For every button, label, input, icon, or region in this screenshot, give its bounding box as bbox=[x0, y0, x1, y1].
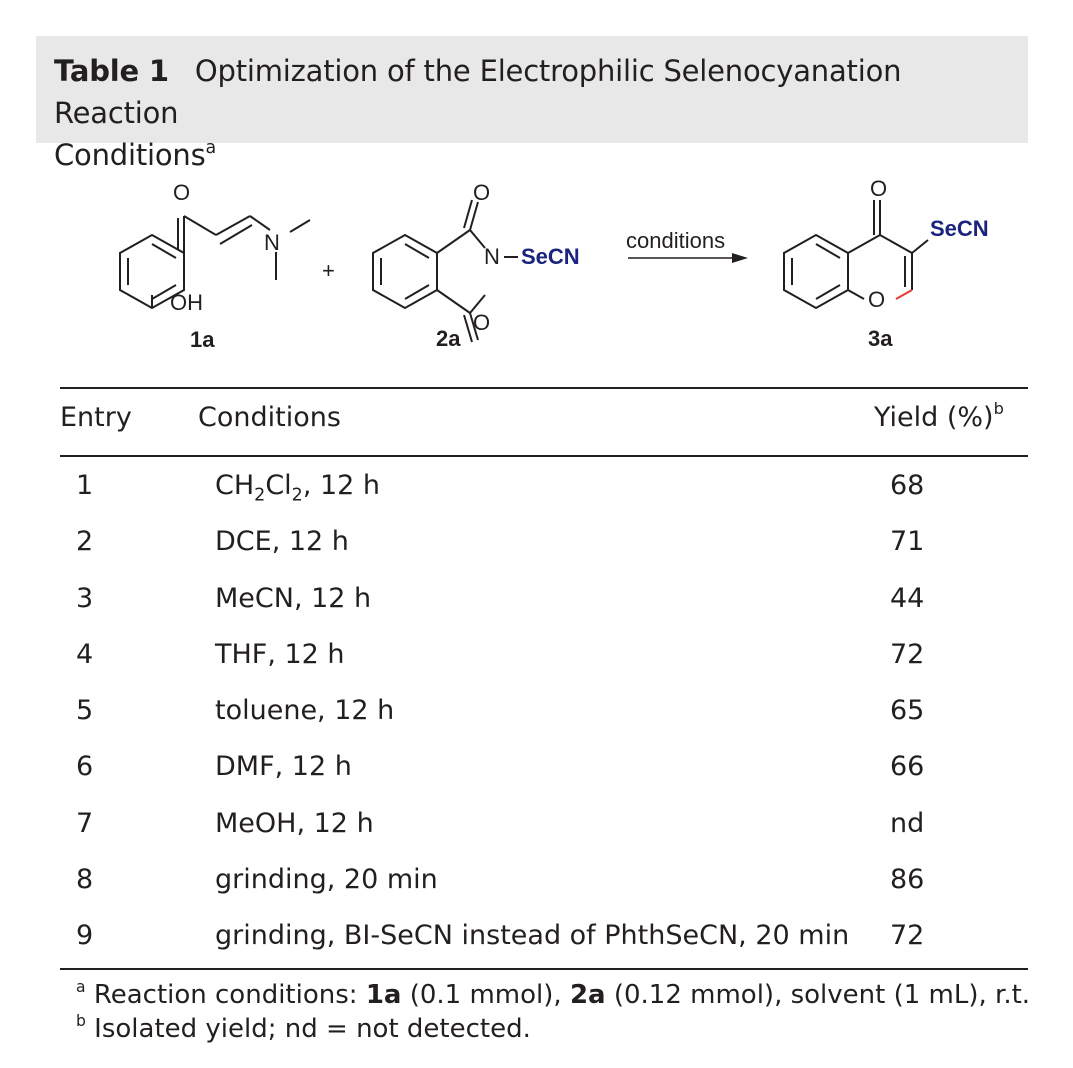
table-label: Table 1 bbox=[54, 54, 169, 88]
header-yield: Yield (%)$^b$ bbox=[874, 399, 1004, 433]
highlighted-bond bbox=[896, 290, 912, 299]
table-row bbox=[60, 466, 1028, 522]
conditions-cell: MeOH, 12 h bbox=[215, 807, 374, 839]
table-row bbox=[60, 691, 1028, 747]
reactant-2a-label: 2a bbox=[436, 326, 461, 351]
conditions-cell: grinding, 20 min bbox=[215, 864, 438, 896]
atom-O-3a-ring: O bbox=[868, 287, 886, 312]
yield-cell: 66 bbox=[890, 751, 925, 783]
yield-cell: 44 bbox=[890, 582, 925, 614]
yield-cell: nd bbox=[890, 807, 925, 839]
yield-cell: 71 bbox=[890, 526, 925, 558]
arrow-label: conditions bbox=[626, 228, 726, 253]
table-top-rule bbox=[60, 387, 1028, 389]
conditions-cell: $CH_2Cl_2$, 12 h bbox=[215, 470, 381, 506]
conditions-cell: DMF, 12 h bbox=[215, 751, 352, 783]
table-row bbox=[60, 522, 1028, 578]
product-3a-label: 3a bbox=[868, 326, 893, 351]
atom-N-2a: N bbox=[484, 244, 500, 269]
entry-cell: 9 bbox=[76, 920, 94, 952]
entry-cell: 3 bbox=[76, 582, 94, 614]
yield-cell: 86 bbox=[890, 864, 925, 896]
table-title-continued: Conditions bbox=[54, 138, 206, 172]
entry-cell: 5 bbox=[76, 695, 94, 727]
table-row bbox=[60, 916, 1028, 972]
conditions-cell: grinding, BI-SeCN instead of PhthSeCN, 20 min bbox=[215, 920, 850, 952]
atom-O-1a: O bbox=[173, 180, 191, 205]
footnote-a: $^a$ Reaction conditions: 1a (0.1 mmol), 2a (0.12 mmol), solvent (1 mL), r.t. bbox=[76, 977, 1031, 1010]
caption-line-1 bbox=[54, 50, 1028, 134]
entry-cell: 7 bbox=[76, 807, 94, 839]
table-row bbox=[60, 579, 1028, 635]
header-conditions: Conditions bbox=[198, 402, 341, 433]
entry-cell: 4 bbox=[76, 638, 94, 670]
atom-O-2a-bottom: O bbox=[473, 310, 491, 335]
conditions-cell: THF, 12 h bbox=[215, 638, 345, 670]
table-footnotes bbox=[76, 978, 1036, 1046]
product-3a-structure bbox=[784, 200, 928, 308]
table-header-rule bbox=[60, 455, 1028, 457]
atom-O-3a-carbonyl: O bbox=[870, 176, 888, 201]
atom-OH-1a: OH bbox=[170, 290, 203, 315]
reaction-scheme bbox=[60, 160, 1028, 380]
conditions-cell: DCE, 12 h bbox=[215, 526, 349, 558]
plus-sign: + bbox=[322, 258, 335, 283]
header-entry: Entry bbox=[60, 402, 132, 433]
table-row bbox=[60, 860, 1028, 916]
table-row bbox=[60, 635, 1028, 691]
table-header bbox=[60, 398, 1028, 444]
conditions-cell: MeCN, 12 h bbox=[215, 582, 372, 614]
reaction-arrow-head bbox=[732, 253, 748, 263]
table-title: Optimization of the Electrophilic Selenocyanation Reaction bbox=[54, 54, 902, 130]
entry-cell: 8 bbox=[76, 864, 94, 896]
secn-group-3a: SeCN bbox=[930, 216, 989, 241]
yield-cell: 65 bbox=[890, 695, 925, 727]
entry-cell: 1 bbox=[76, 470, 94, 501]
table-row bbox=[60, 747, 1028, 803]
yield-cell: 72 bbox=[890, 638, 925, 670]
reactant-1a-label: 1a bbox=[190, 327, 215, 352]
table-bottom-rule bbox=[60, 968, 1028, 970]
atom-O-2a-top: O bbox=[473, 180, 491, 205]
yield-cell: 72 bbox=[890, 920, 925, 952]
yield-cell: 68 bbox=[890, 470, 925, 501]
table-row bbox=[60, 804, 1028, 860]
atom-N-1a: N bbox=[264, 230, 280, 255]
table-body bbox=[60, 466, 1028, 973]
table-caption bbox=[36, 36, 1028, 172]
reactant-1a-structure bbox=[120, 216, 310, 308]
title-footnote-mark: a bbox=[205, 137, 216, 158]
footnote-b: $^b$ Isolated yield; nd = not detected. bbox=[76, 1011, 531, 1044]
conditions-cell: toluene, 12 h bbox=[215, 695, 395, 727]
secn-group-2a: SeCN bbox=[521, 244, 580, 269]
entry-cell: 6 bbox=[76, 751, 94, 783]
entry-cell: 2 bbox=[76, 526, 94, 558]
reactant-2a-structure bbox=[373, 200, 485, 342]
